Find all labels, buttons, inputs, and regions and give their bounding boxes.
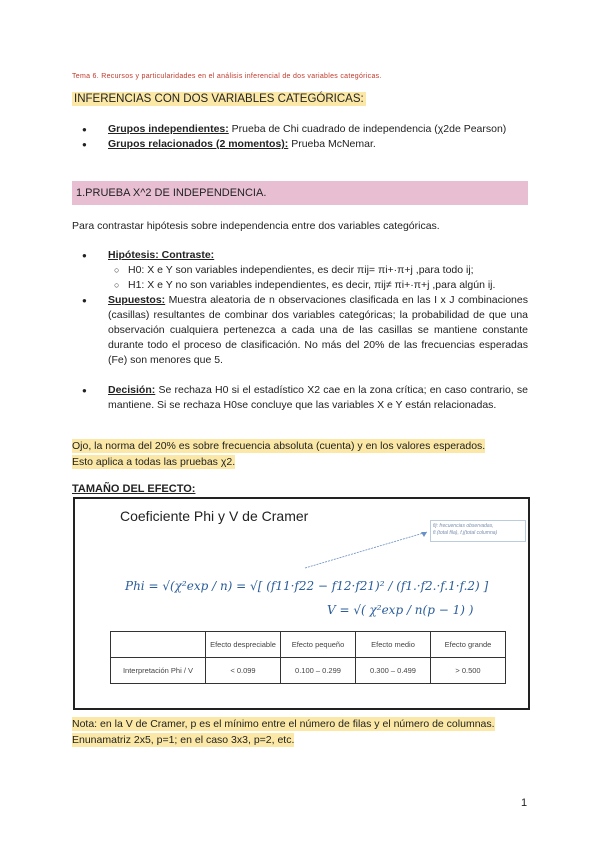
table-header: Efecto grande [431,632,506,658]
table-row [111,658,506,684]
effect-heading: TAMAÑO DEL EFECTO: [72,483,196,495]
highlight-note-1: Ojo, la norma del 20% es sobre frecuencia absoluta (cuenta) y en los valores esperados. Esto aplica a todas las pruebas χ2. [72,440,486,468]
figure-title: Coeficiente Phi y V de Cramer [120,508,309,524]
table-header: Efecto medio [356,632,431,658]
running-header: Tema 6. Recursos y particularidades en el análisis inferencial de dos variables categóricas. [72,73,382,80]
effect-size-table [110,631,506,684]
table-header [111,632,206,658]
conditions-list [72,248,528,413]
effect-size-figure [73,497,530,710]
table-header: Efecto despreciable [206,632,281,658]
list-item: ● Decisión: Se rechaza H0 si el estadístico X2 cae en la zona crítica; en caso contrario, se mantiene. Si se rechaza H0se concluye que las variables X e Y están relacionadas. [72,383,528,413]
groups-list [72,122,528,152]
table-cell: 0.100 – 0.299 [281,658,356,684]
section-title: 1.PRUEBA X^2 DE INDEPENDENCIA. [72,181,528,205]
page-number: 1 [521,797,528,809]
figure-side-note: fij: frecuencias observadas, fi.(total fila), f.j(total columna) [430,520,526,542]
main-heading: INFERENCIAS CON DOS VARIABLES CATEGÓRICAS: [74,93,364,105]
hypotheses-sublist [108,263,528,293]
list-item: ● Supuestos: Muestra aleatoria de n observaciones clasificada en las I x J combinaciones (casillas) resultantes de combinar dos variables categóricas; la probabilidad de que una observación cualquiera pertenezca a cada una de las casillas se mantiene constante durante todo el proceso de clasificación. No más del 20% de las frecuencias esperadas (Fe) son menores que 5. [72,293,528,368]
v-formula: V = √( χ²exp / n(p − 1) ) [327,603,474,617]
table-cell: < 0.099 [206,658,281,684]
table-header: Efecto pequeño [281,632,356,658]
list-item: ● Grupos independientes: Prueba de Chi cuadrado de independencia (χ2de Pearson) [72,122,528,137]
h0-item: ○ H0: X e Y son variables independientes, es decir πij= πi+·π+j ,para todo ij; [108,263,528,278]
table-cell: > 0.500 [431,658,506,684]
table-cell: 0.300 – 0.499 [356,658,431,684]
intro-text: Para contrastar hipótesis sobre independencia entre dos variables categóricas. [72,220,440,232]
h1-item: ○ H1: X e Y no son variables independientes, es decir, πij≠ πi+·π+j ,para algún ij. [108,278,528,293]
list-item: ● Grupos relacionados (2 momentos): Prueba McNemar. [72,137,528,152]
table-cell: Interpretación Phi / V [111,658,206,684]
phi-formula: Phi = √(χ²exp / n) = √[ (f11·f22 − f12·f21)² / (f1.·f2.·f.1·f.2) ] [125,579,489,593]
highlight-note-2: Nota: en la V de Cramer, p es el mínimo entre el número de filas y el número de columnas. Enunamatriz 2x5, p=1; en el caso 3x3, p=2, etc. [72,718,495,746]
list-item: ● Hipótesis: Contraste: ○ H0: X e Y son variables independientes, es decir πij= πi+·π+j ,para todo ij; ○ H1: X e Y no son variables independientes, es decir, πij≠ πi+·π+j ,para algún ij. [72,248,528,293]
